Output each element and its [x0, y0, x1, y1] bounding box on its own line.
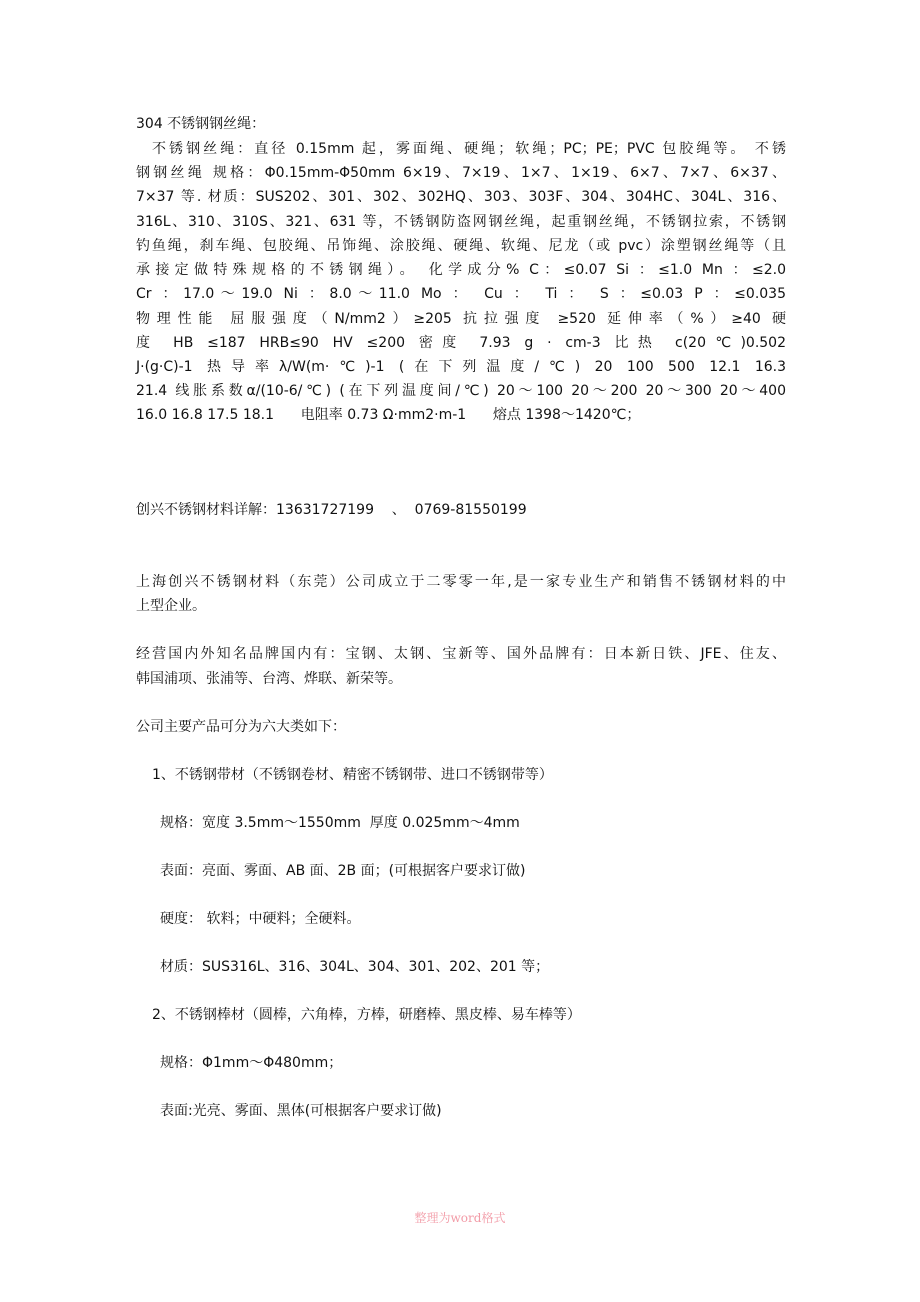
product-detail: 规格：Φ1mm～Φ480mm； — [160, 1055, 343, 1071]
company-intro-line: 上海创兴不锈钢材料（东莞）公司成立于二零零一年,是一家专业生产和销售不锈钢材料的中 — [136, 574, 786, 590]
section-title: 304 不锈钢钢丝绳： — [136, 116, 266, 132]
product-category-title: 1、不锈钢带材（不锈钢卷材、精密不锈钢带、进口不锈钢带等） — [152, 767, 553, 783]
brands-line: 韩国浦项、张浦等、台湾、烨联、新荣等。 — [136, 671, 402, 687]
spec-text-line: 16.0 16.8 17.5 18.1 电阻率 0.73 Ω·mm2·m-1 熔点 1398～1420℃； — [136, 407, 641, 423]
spec-text-line: 不锈钢丝绳：直径 0.15mm 起，雾面绳、硬绳；软绳；PC；PE；PVC 包胶绳等。 不锈 — [152, 141, 786, 157]
spec-text-line: 7×37 等. 材质：SUS202、301、302、302HQ、303、303F、304、304HC、304L、316、 — [136, 189, 786, 205]
footer-watermark: 整理为word格式 — [414, 1211, 506, 1225]
contact-info: 创兴不锈钢材料详解：13631727199 、 0769-81550199 — [136, 502, 527, 518]
spec-text-line: 物理性能 屈服强度（N/mm2）≥205 抗拉强度 ≥520 延伸率（%）≥40 硬 — [136, 311, 786, 327]
product-detail: 表面:光亮、雾面、黑体(可根据客户要求订做) — [160, 1103, 442, 1119]
spec-text-line: 316L、310、310S、321、631 等，不锈钢防盗网钢丝绳，起重钢丝绳，不锈钢拉索，不锈钢 — [136, 214, 786, 230]
products-heading: 公司主要产品可分为六大类如下： — [136, 719, 346, 735]
spec-text-line: Cr ：17.0～19.0 Ni ：8.0～11.0 Mo ： Cu ： Ti ： S ：≤0.03 P ：≤0.035 — [136, 286, 786, 302]
product-detail: 规格：宽度 3.5mm～1550mm 厚度 0.025mm～4mm — [160, 815, 520, 831]
spec-text-line: 21.4 线胀系数α/(10-6/℃) (在下列温度间/℃) 20～100 20～200 20～300 20～400 — [136, 383, 786, 399]
product-detail: 硬度： 软料；中硬料；全硬料。 — [160, 911, 361, 927]
company-intro-line: 上型企业。 — [136, 598, 206, 614]
spec-text-line: 度 HB ≤187 HRB≤90 HV ≤200 密度 7.93 g · cm-3 比热 c(20℃)0.502 — [136, 335, 786, 351]
spec-text-line: J·(g·C)-1 热导率λ/W(m·℃)-1 (在下列温度/℃) 20 100 500 12.1 16.3 — [136, 359, 786, 375]
product-category-title: 2、不锈钢棒材（圆棒，六角棒，方棒，研磨棒、黑皮棒、易车棒等） — [152, 1007, 581, 1023]
product-detail: 表面：亮面、雾面、AB 面、2B 面；(可根据客户要求订做) — [160, 863, 526, 879]
spec-text-line: 承接定做特殊规格的不锈钢绳）。 化学成分% C：≤0.07 Si ：≤1.0 Mn ：≤2.0 — [136, 262, 786, 278]
spec-text-line: 钓鱼绳，刹车绳、包胶绳、吊饰绳、涂胶绳、硬绳、软绳、尼龙（或 pvc）涂塑钢丝绳等（且 — [136, 238, 786, 254]
brands-line: 经营国内外知名品牌国内有：宝钢、太钢、宝新等、国外品牌有：日本新日铁、JFE、住友、 — [136, 646, 786, 662]
product-detail: 材质：SUS316L、316、304L、304、301、202、201 等； — [160, 959, 550, 975]
spec-text-line: 钢钢丝绳 规格：Φ0.15mm-Φ50mm 6×19、7×19、1×7、1×19、6×7、7×7、6×37、 — [136, 165, 786, 181]
